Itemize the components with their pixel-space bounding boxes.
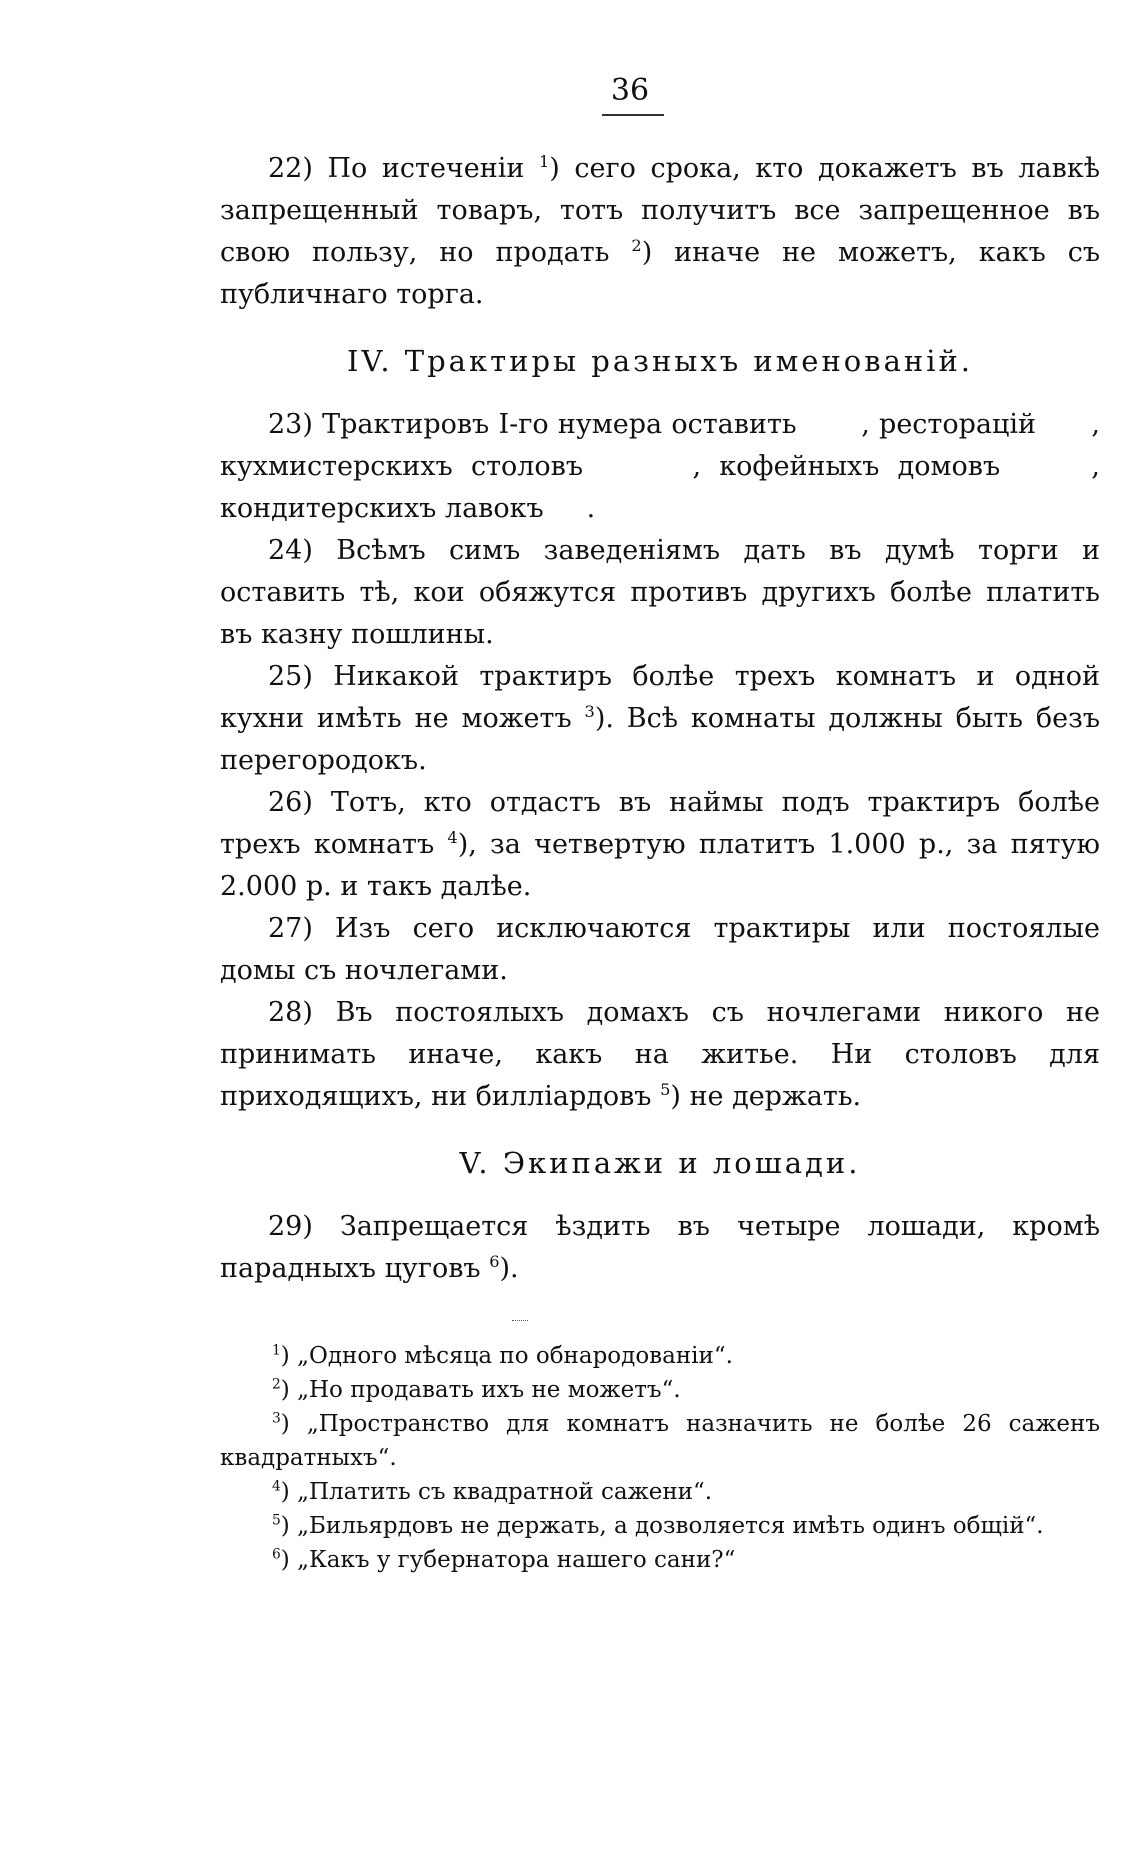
footnote-text: „Но продавать ихъ не можетъ“. bbox=[297, 1377, 681, 1403]
footnote-ref: 3 bbox=[584, 702, 595, 721]
paragraph-25 bbox=[220, 656, 1100, 782]
footnote-number: 5 bbox=[272, 1512, 281, 1529]
paragraph-text: ) иначе не можетъ, какъ съ публичнаго торга. bbox=[220, 237, 1101, 310]
footnote-text: „Платить съ квадратной сажени“. bbox=[297, 1479, 713, 1505]
paragraph-28 bbox=[220, 992, 1100, 1118]
paragraph-text: ) не держать. bbox=[670, 1081, 862, 1112]
footnote-3: $^3$) „Пространство для комнатъ назначить не болѣе 26 саженъ квадратныхъ“. bbox=[220, 1410, 1100, 1471]
footnote-text: „Бильярдовъ не держать, а дозволяется имѣть одинъ общій“. bbox=[297, 1513, 1044, 1539]
paragraph-text: , кофейныхъ домовъ bbox=[692, 451, 1001, 482]
paragraph-26 bbox=[220, 782, 1100, 908]
footnote-number: 4 bbox=[272, 1478, 281, 1495]
footnote-4: $^4$) „Платить съ квадратной сажени“. bbox=[272, 1478, 713, 1505]
footnote-number: 2 bbox=[272, 1376, 281, 1393]
footnote-number: 6 bbox=[272, 1546, 281, 1563]
footnote-6: $^6$) „Какъ у губернатора нашего сани?“ bbox=[272, 1546, 736, 1573]
paragraph-22 bbox=[220, 148, 1100, 316]
footnote-ref: 1 bbox=[538, 152, 550, 171]
paragraph-text: ). bbox=[499, 1253, 519, 1284]
body-text bbox=[220, 148, 1100, 1577]
footnote-text: „Одного мѣсяца по обнародованіи“. bbox=[297, 1343, 733, 1369]
paragraph-text: . bbox=[586, 493, 596, 524]
paragraph-24 bbox=[220, 530, 1100, 656]
footnote-divider bbox=[512, 1320, 528, 1339]
footnote-text: „Какъ у губернатора нашего сани?“ bbox=[297, 1547, 736, 1573]
paragraph-text: , кухмистерскихъ столовъ bbox=[220, 409, 1100, 482]
paragraph-29 bbox=[220, 1206, 1100, 1290]
footnote-ref: 5 bbox=[660, 1080, 671, 1099]
paragraph-text: 27) Изъ сего исключаются трактиры или постоялые домы съ ночлегами. bbox=[220, 913, 1100, 986]
paragraph-23 bbox=[220, 404, 1100, 530]
footnote-ref: 4 bbox=[447, 828, 458, 847]
footnote-2: $^2$) „Но продавать ихъ не можетъ“. bbox=[272, 1376, 681, 1403]
paragraph-text: , ресторацій bbox=[861, 409, 1036, 440]
paragraph-text: ) сего срока, кто докажетъ въ лавкѣ запрещенный товаръ, тотъ получитъ все запрещенное въ свою пользу, но продать bbox=[220, 153, 1100, 268]
paragraph-27 bbox=[220, 908, 1100, 992]
section-heading-v: V. Экипажи и лошади. bbox=[459, 1146, 861, 1180]
footnotes bbox=[220, 1339, 1100, 1577]
footnote-text: „Пространство для комнатъ назначить не болѣе 26 саженъ квадратныхъ“. bbox=[220, 1411, 1100, 1471]
footnote-ref: 6 bbox=[489, 1252, 500, 1271]
footnote-number: 1 bbox=[272, 1342, 281, 1359]
paragraph-text: 24) Всѣмъ симъ заведеніямъ дать въ думѣ торги и оставить тѣ, кои обяжутся противъ другихъ болѣе платить въ казну пошлины. bbox=[220, 535, 1100, 650]
paragraph-text: 22) По истеченіи bbox=[268, 153, 539, 184]
section-heading-iv: IV. Трактиры разныхъ именованій. bbox=[346, 344, 974, 378]
paragraph-text: 28) Въ постоялыхъ домахъ съ ночлегами никого не принимать иначе, какъ на житье. Ни столовъ для приходящихъ, ни билліардовъ bbox=[220, 997, 1100, 1112]
paragraph-text: , кондитерскихъ лавокъ bbox=[220, 451, 1100, 524]
paragraph-text: 29) Запрещается ѣздить въ четыре лошади, кромѣ парадныхъ цуговъ bbox=[220, 1211, 1100, 1284]
paragraph-text: ). Всѣ комнаты должны быть безъ перегородокъ. bbox=[220, 703, 1100, 776]
paragraph-text: 25) Никакой трактиръ болѣе трехъ комнатъ и одной кухни имѣть не можетъ bbox=[220, 661, 1100, 734]
footnote-number: 3 bbox=[272, 1410, 281, 1427]
paragraph-text: 26) Тотъ, кто отдастъ въ наймы подъ трактиръ болѣе трехъ комнатъ bbox=[220, 787, 1100, 860]
paragraph-text: 23) Трактировъ І-го нумера оставить bbox=[268, 409, 797, 440]
page-number: 36 bbox=[610, 73, 650, 108]
footnote-5: $^5$) „Бильярдовъ не держать, а дозволяется имѣть одинъ общій“. bbox=[272, 1512, 1044, 1539]
footnote-1: $^1$) „Одного мѣсяца по обнародованіи“. bbox=[272, 1342, 733, 1369]
paragraph-text: ), за четвертую платитъ 1.000 р., за пятую 2.000 р. и такъ далѣе. bbox=[220, 829, 1101, 902]
footnote-ref: 2 bbox=[631, 236, 642, 255]
page-number-rule bbox=[602, 114, 664, 116]
